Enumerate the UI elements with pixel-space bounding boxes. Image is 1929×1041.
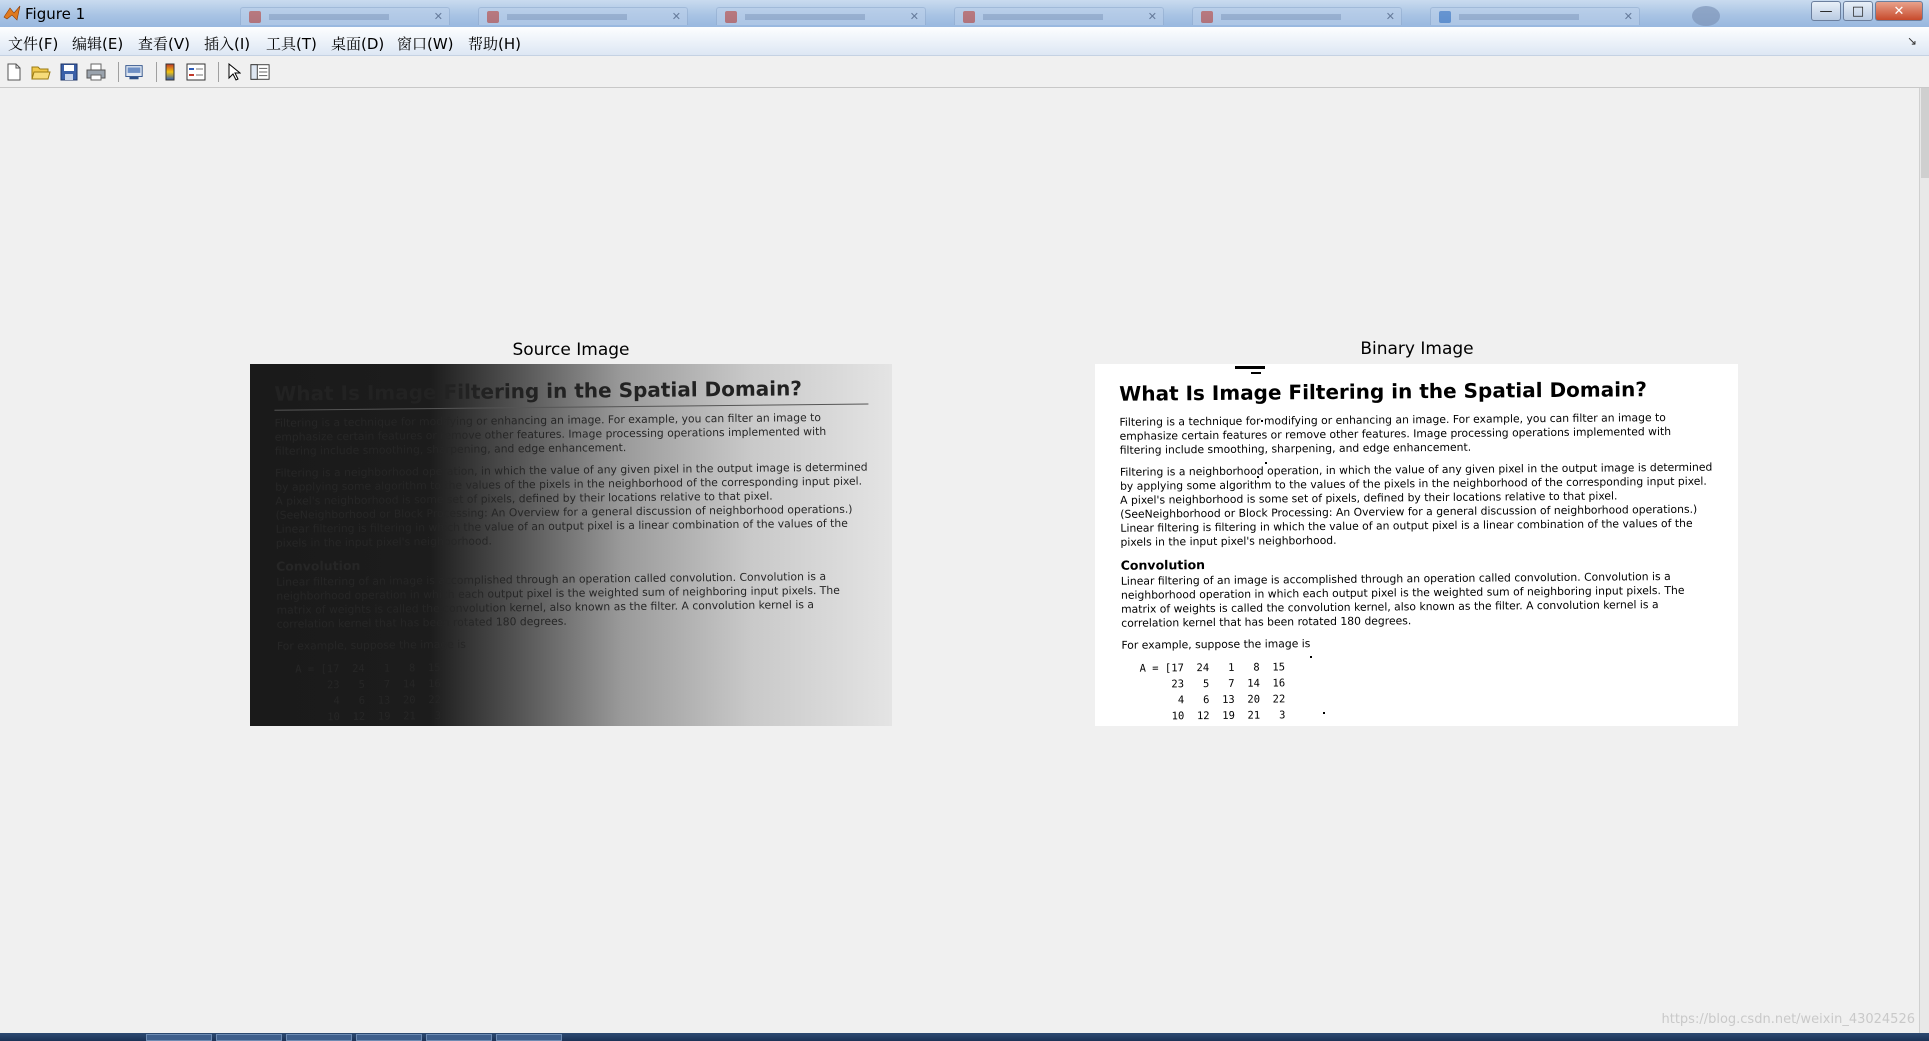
taskbar-button[interactable] (216, 1034, 282, 1041)
document-paragraph: For example, suppose the image is (276, 637, 466, 653)
menu-bar (0, 27, 1929, 56)
menu-edit[interactable]: 编辑(E) (72, 35, 124, 53)
document-paragraph: Filtering is a neighborhood operation, in which the value of any given pixel in the output image is determined by applying some algorithm to the values of the pixels in the neighborhood of the corresponding input pixel. A pixel's neighborhood is some set of pixels, defined by their locations relative to that pixel. (SeeNeighborhood or Block Processing: An Overview for a general discussion of neighborhood operations.) Linear filtering is filtering in which the value of an output pixel is a linear combination of the values of the pixels in the input pixel's neighborhood. (275, 460, 868, 550)
document-matrix: A = [17 24 1 8 15 23 5 7 14 16 4 6 13 20 22 10 12 19 21 3 (1139, 661, 1286, 723)
title-bar (0, 0, 1929, 27)
taskbar-button[interactable] (356, 1034, 422, 1041)
pointer-icon[interactable] (224, 62, 244, 82)
source-image-title: Source Image (512, 340, 630, 360)
document-paragraph: Linear filtering of an image is accomplished through an operation called convolution. Convolution is a neighborhood operation in which each output pixel is the weighted sum of neighboring input pixels. The matrix of weights is called the convolution kernel, also known as the filter. A convolution kernel is a correlation kernel that has been rotated 180 degrees. (1120, 569, 1685, 630)
background-tab: ✕ (1192, 7, 1402, 25)
open-file-icon[interactable] (31, 62, 51, 82)
toolbar-separator (218, 62, 219, 82)
background-tab: ✕ (954, 7, 1164, 25)
background-tabs (240, 7, 1660, 27)
maximize-button[interactable]: □ (1843, 1, 1873, 21)
toolbar-separator (156, 62, 157, 82)
new-figure-icon[interactable] (4, 62, 24, 82)
colorbar-icon[interactable] (160, 62, 180, 82)
binary-image-title: Binary Image (1360, 339, 1474, 359)
document-subheading: Convolution (275, 557, 361, 574)
document-paragraph: For example, suppose the image is (1121, 637, 1311, 652)
minimize-button[interactable]: — (1811, 1, 1841, 21)
taskbar-button[interactable] (496, 1034, 562, 1041)
document-heading: What Is Image Filtering in the Spatial Domain? (1119, 377, 1647, 406)
menu-help[interactable]: 帮助(H) (468, 35, 521, 53)
taskbar-button[interactable] (286, 1034, 352, 1041)
menu-file[interactable]: 文件(F) (8, 35, 59, 53)
binary-document-text (1095, 364, 1738, 726)
source-image (250, 364, 892, 726)
document-paragraph: Filtering is a technique for modifying or enhancing an image. For example, you can filter an image to emphasize certain features or remove other features. Image processing operations implemented with filtering include smoothing, sharpening, and edge enhancement. (274, 411, 827, 458)
document-matrix: A = [17 24 1 8 15 23 5 7 14 16 4 6 13 20 22 10 12 19 21 3 (295, 662, 442, 724)
menu-view[interactable]: 查看(V) (138, 35, 190, 53)
window-title: Figure 1 (25, 5, 86, 23)
print-icon[interactable] (86, 62, 106, 82)
binary-image (1095, 364, 1738, 726)
dock-arrow-icon[interactable]: ↘ (1906, 34, 1917, 48)
taskbar (0, 1033, 1929, 1041)
property-editor-icon[interactable] (250, 62, 270, 82)
legend-icon[interactable] (186, 62, 206, 82)
menu-insert[interactable]: 插入(I) (204, 35, 251, 53)
taskbar-button[interactable] (146, 1034, 212, 1041)
background-tab: ✕ (240, 7, 450, 25)
menu-window[interactable]: 窗口(W) (397, 35, 454, 53)
background-tab: ✕ (1430, 7, 1640, 25)
toolbar-separator (118, 62, 119, 82)
right-scrollbar[interactable] (1919, 88, 1929, 1033)
menu-tools[interactable]: 工具(T) (266, 35, 317, 53)
taskbar-button[interactable] (426, 1034, 492, 1041)
background-tab: ✕ (478, 7, 688, 25)
document-paragraph: Linear filtering of an image is accomplished through an operation called convolution. Convolution is a neighborhood operation in which each output pixel is the weighted sum of neighboring input pixels. The matrix of weights is called the convolution kernel, also known as the filter. A convolution kernel is a correlation kernel that has been rotated 180 degrees. (276, 569, 840, 631)
close-button[interactable]: ✕ (1875, 1, 1923, 21)
document-paragraph: Filtering is a neighborhood operation, in which the value of any given pixel in the output image is determined by applying some algorithm to the values of the pixels in the neighborhood of the corresponding input pixel. A pixel's neighborhood is some set of pixels, defined by their locations relative to that pixel. (SeeNeighborhood or Block Processing: An Overview for a general discussion of neighborhood operations.) Linear filtering is filtering in which the value of an output pixel is a linear combination of the values of the pixels in the input pixel's neighborhood. (1119, 460, 1713, 549)
matlab-logo-icon (3, 5, 21, 21)
watermark-text: https://blog.csdn.net/weixin_43024526 (1661, 1012, 1915, 1027)
background-tab: ✕ (716, 7, 926, 25)
document-subheading: Convolution (1120, 557, 1206, 573)
scrollbar-thumb[interactable] (1921, 88, 1929, 178)
figure-toolbar (0, 56, 1929, 88)
document-heading: What Is Image Filtering in the Spatial Domain? (274, 376, 868, 411)
save-icon[interactable] (59, 62, 79, 82)
browser-avatar-icon (1692, 6, 1720, 26)
source-document-text (250, 364, 892, 726)
document-paragraph: Filtering is a technique for modifying or enhancing an image. For example, you can filter an image to emphasize certain features or remove other features. Image processing operations implemented with filtering include smoothing, sharpening, and edge enhancement. (1119, 411, 1672, 457)
menu-desktop[interactable]: 桌面(D) (331, 35, 385, 53)
window-controls (1809, 1, 1923, 21)
print-preview-icon[interactable] (124, 62, 144, 82)
